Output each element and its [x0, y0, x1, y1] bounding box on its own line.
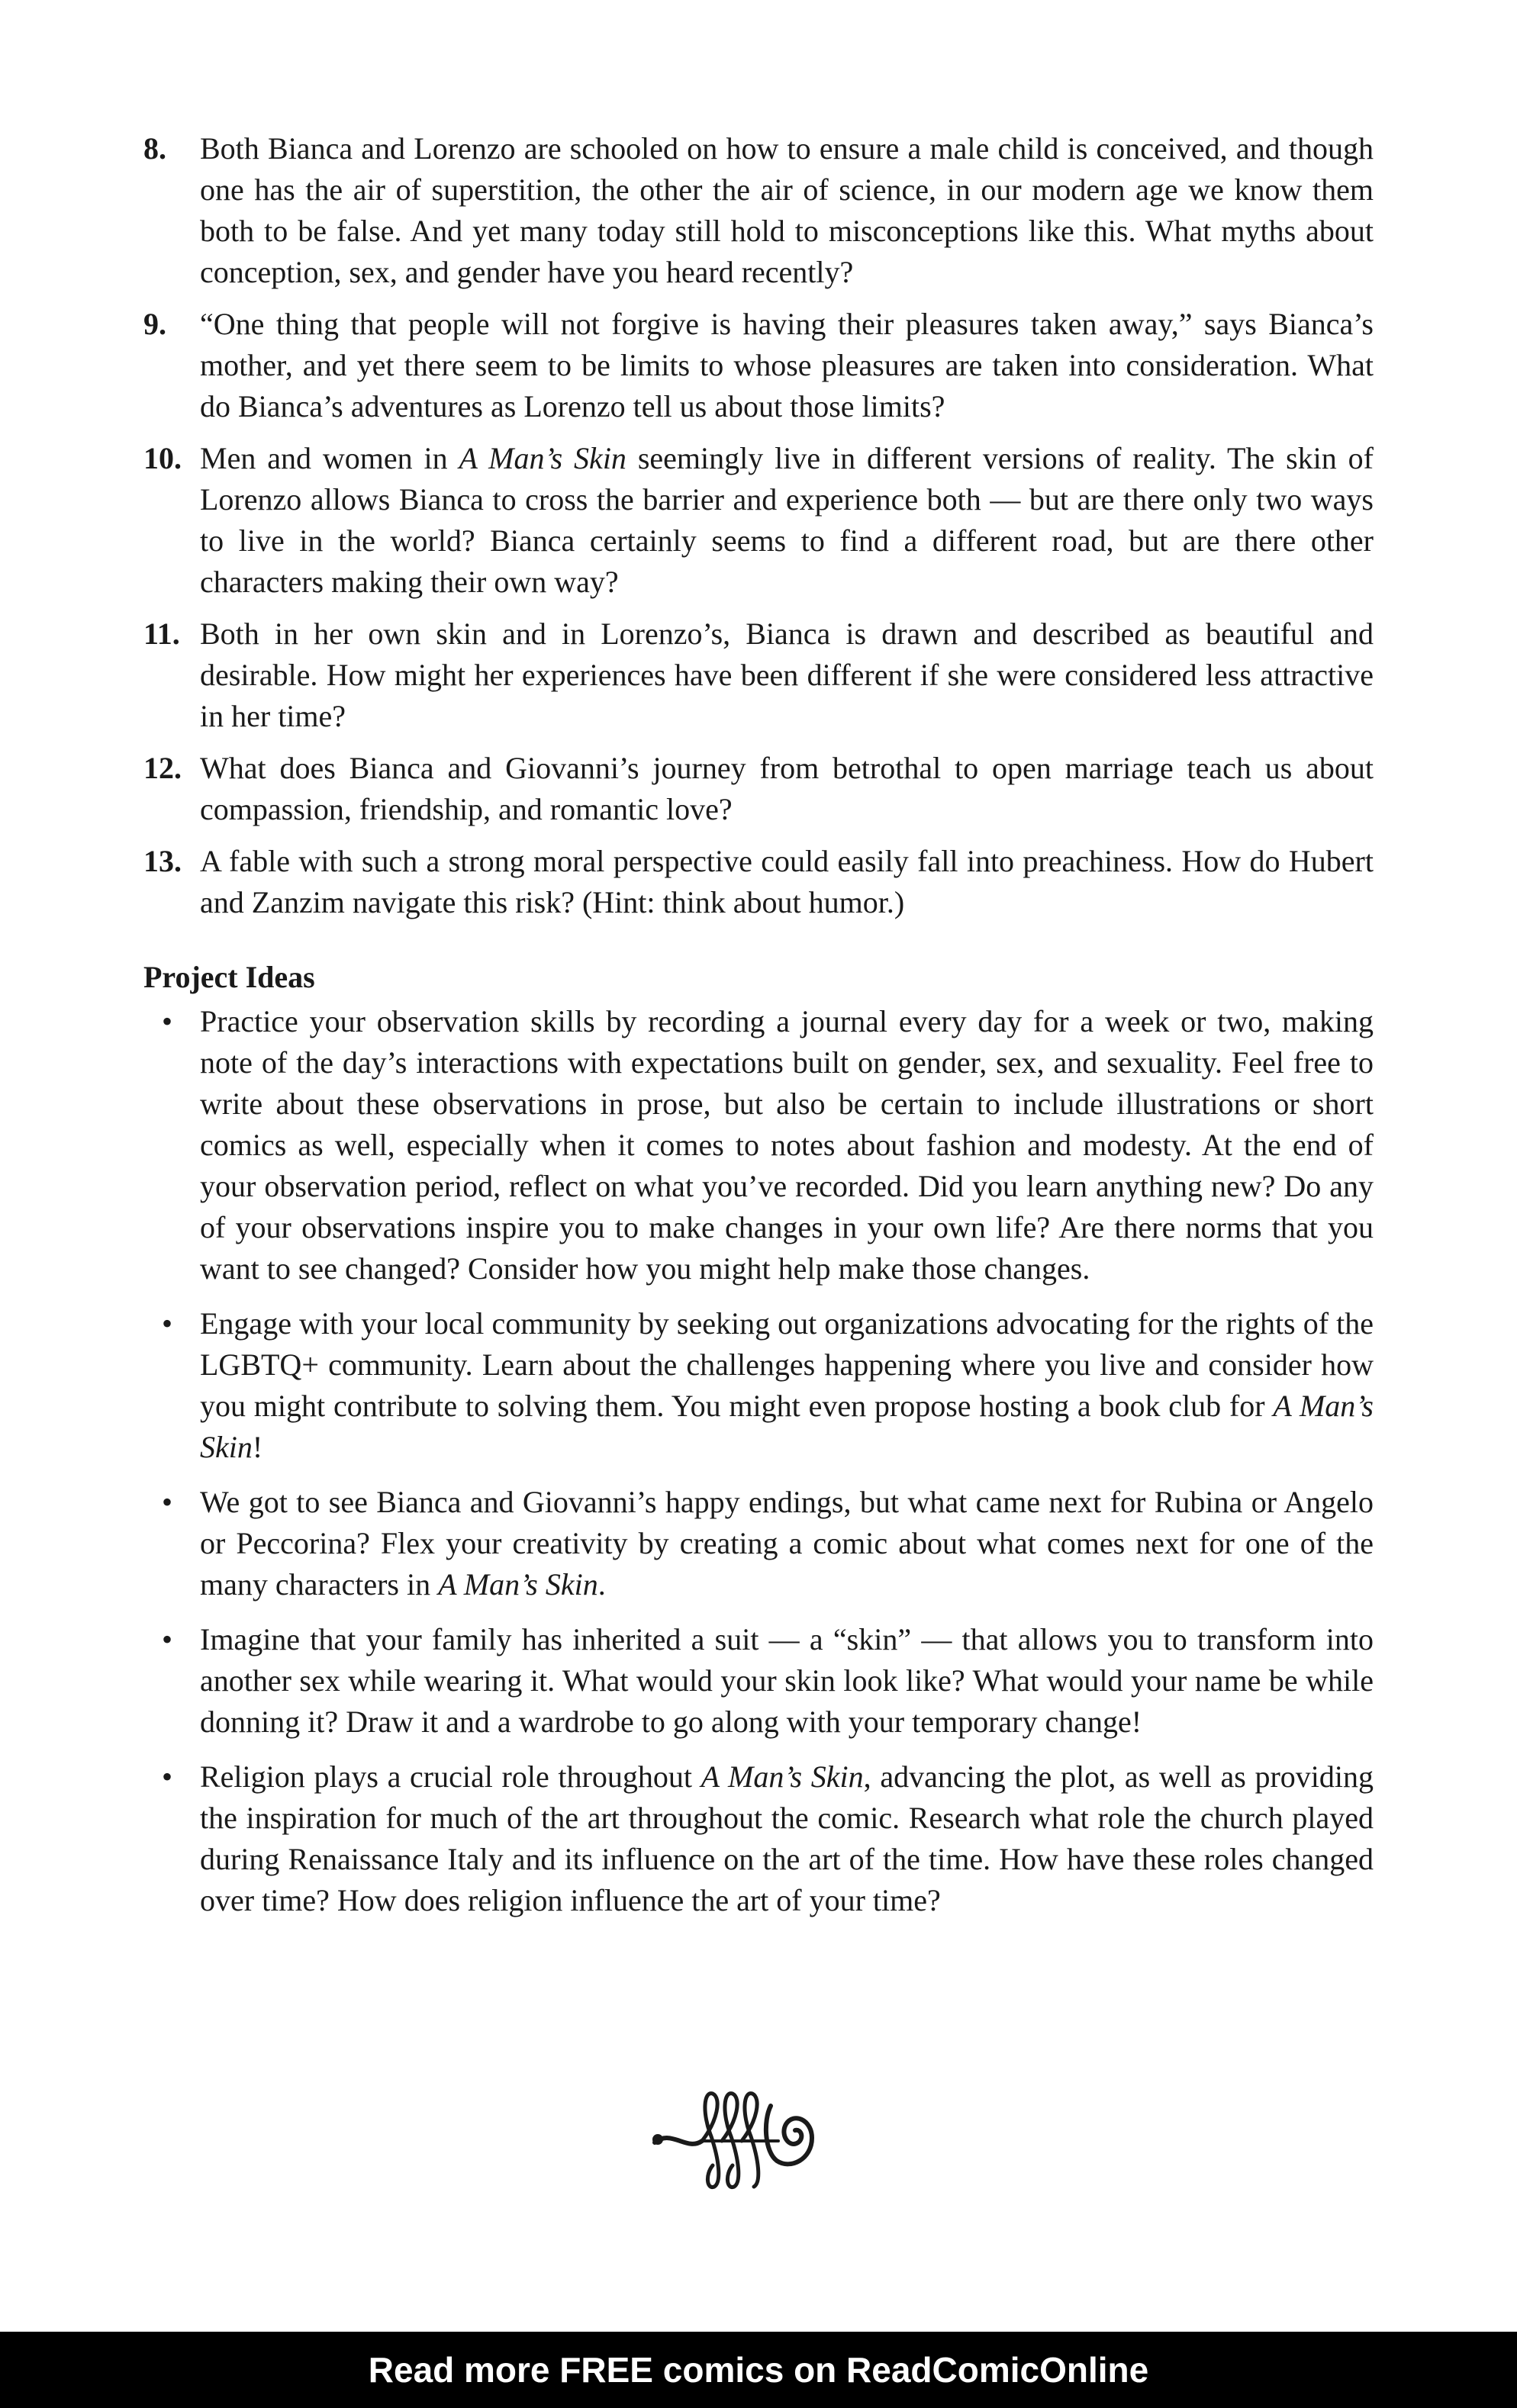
- document-page: [143, 128, 1374, 1935]
- question-number: 12.: [143, 751, 182, 785]
- question-item: [143, 748, 1374, 830]
- project-ideas-list: [143, 1001, 1374, 1921]
- question-item: [143, 613, 1374, 737]
- project-idea-text: Imagine that your family has inherited a suit — a “skin” — that allows you to transform into another sex while wearing it. What would your skin look like? What would your name be while donning it? Draw it and a wardrobe to go along with your temporary change!: [200, 1622, 1374, 1739]
- bullet-icon: •: [162, 1004, 173, 1038]
- question-text: What does Bianca and Giovanni’s journey from betrothal to open marriage teach us about compassion, friendship, and romantic love?: [200, 751, 1374, 826]
- project-idea-text: Religion plays a crucial role throughout A Man’s Skin, advancing the plot, as well as providing the inspiration for much of the art throughout the comic. Research what role the church played during Renaissance Italy and its influence on the art of the time. How have these roles changed over time? How does religion influence the art of your time?: [200, 1759, 1374, 1917]
- question-text: A fable with such a strong moral perspective could easily fall into preachiness. How do Hubert and Zanzim navigate this risk? (Hint: think about humor.): [200, 844, 1374, 919]
- bullet-icon: •: [162, 1622, 173, 1656]
- question-item: [143, 841, 1374, 923]
- project-idea-item: [143, 1482, 1374, 1605]
- project-idea-item: [143, 1001, 1374, 1289]
- question-text: “One thing that people will not forgive is having their pleasures taken away,” says Bianca’s mother, and yet there seem to be limits to whose pleasures are taken into consideration. What do Bianca’s adventures as Lorenzo tell us about those limits?: [200, 307, 1374, 423]
- project-idea-item: [143, 1756, 1374, 1921]
- book-title: A Man’s Skin: [438, 1567, 598, 1602]
- flourish-ornament-icon: [649, 2075, 847, 2197]
- bullet-icon: •: [162, 1485, 173, 1519]
- question-text: Men and women in A Man’s Skin seemingly live in different versions of reality. The skin of Lorenzo allows Bianca to cross the barrier and experience both — but are there only two ways to live in the world? Bianca certainly seems to find a different road, but are there other characters making their own way?: [200, 441, 1374, 599]
- project-idea-item: [143, 1619, 1374, 1743]
- question-number: 9.: [143, 307, 166, 341]
- question-item: [143, 128, 1374, 293]
- project-idea-text: We got to see Bianca and Giovanni’s happy endings, but what came next for Rubina or Angelo or Peccorina? Flex your creativity by creating a comic about what comes next for one of the many characters in A Man’s Skin.: [200, 1485, 1374, 1602]
- project-idea-text: Practice your observation skills by recording a journal every day for a week or two, making note of the day’s interactions with expectations built on gender, sex, and sexuality. Feel free to write about these observations in prose, but also be certain to include illustrations or short comics as well, especially when it comes to notes about fashion and modesty. At the end of your observation period, reflect on what you’ve recorded. Did you learn anything new? Do any of your observations inspire you to make changes in your own life? Are there norms that you want to see changed? Consider how you might help make those changes.: [200, 1004, 1374, 1286]
- footer-banner: Read more FREE comics on ReadComicOnline: [0, 2332, 1517, 2408]
- question-number: 11.: [143, 616, 180, 651]
- question-number: 13.: [143, 844, 182, 878]
- question-number: 8.: [143, 131, 166, 166]
- project-ideas-heading: Project Ideas: [143, 960, 315, 994]
- discussion-questions: [143, 128, 1374, 923]
- book-title: A Man’s Skin: [701, 1759, 864, 1794]
- question-item: [143, 304, 1374, 427]
- question-item: [143, 438, 1374, 603]
- question-text: Both Bianca and Lorenzo are schooled on how to ensure a male child is conceived, and though one has the air of superstition, the other the air of science, in our modern age we know them both to be false. And yet many today still hold to misconceptions like this. What myths about conception, sex, and gender have you heard recently?: [200, 131, 1374, 289]
- book-title: A Man’s Skin: [459, 441, 626, 475]
- bullet-icon: •: [162, 1306, 173, 1341]
- book-title: A Man’s Skin: [200, 1389, 1374, 1464]
- project-idea-text: Engage with your local community by seeking out organizations advocating for the rights of the LGBTQ+ community. Learn about the challenges happening where you live and consider how you might contribute to solving them. You might even propose hosting a book club for A Man’s Skin!: [200, 1306, 1374, 1464]
- question-text: Both in her own skin and in Lorenzo’s, Bianca is drawn and described as beautiful and desirable. How might her experiences have been different if she were considered less attractive in her time?: [200, 616, 1374, 733]
- project-idea-item: [143, 1303, 1374, 1468]
- bullet-icon: •: [162, 1759, 173, 1794]
- question-number: 10.: [143, 441, 182, 475]
